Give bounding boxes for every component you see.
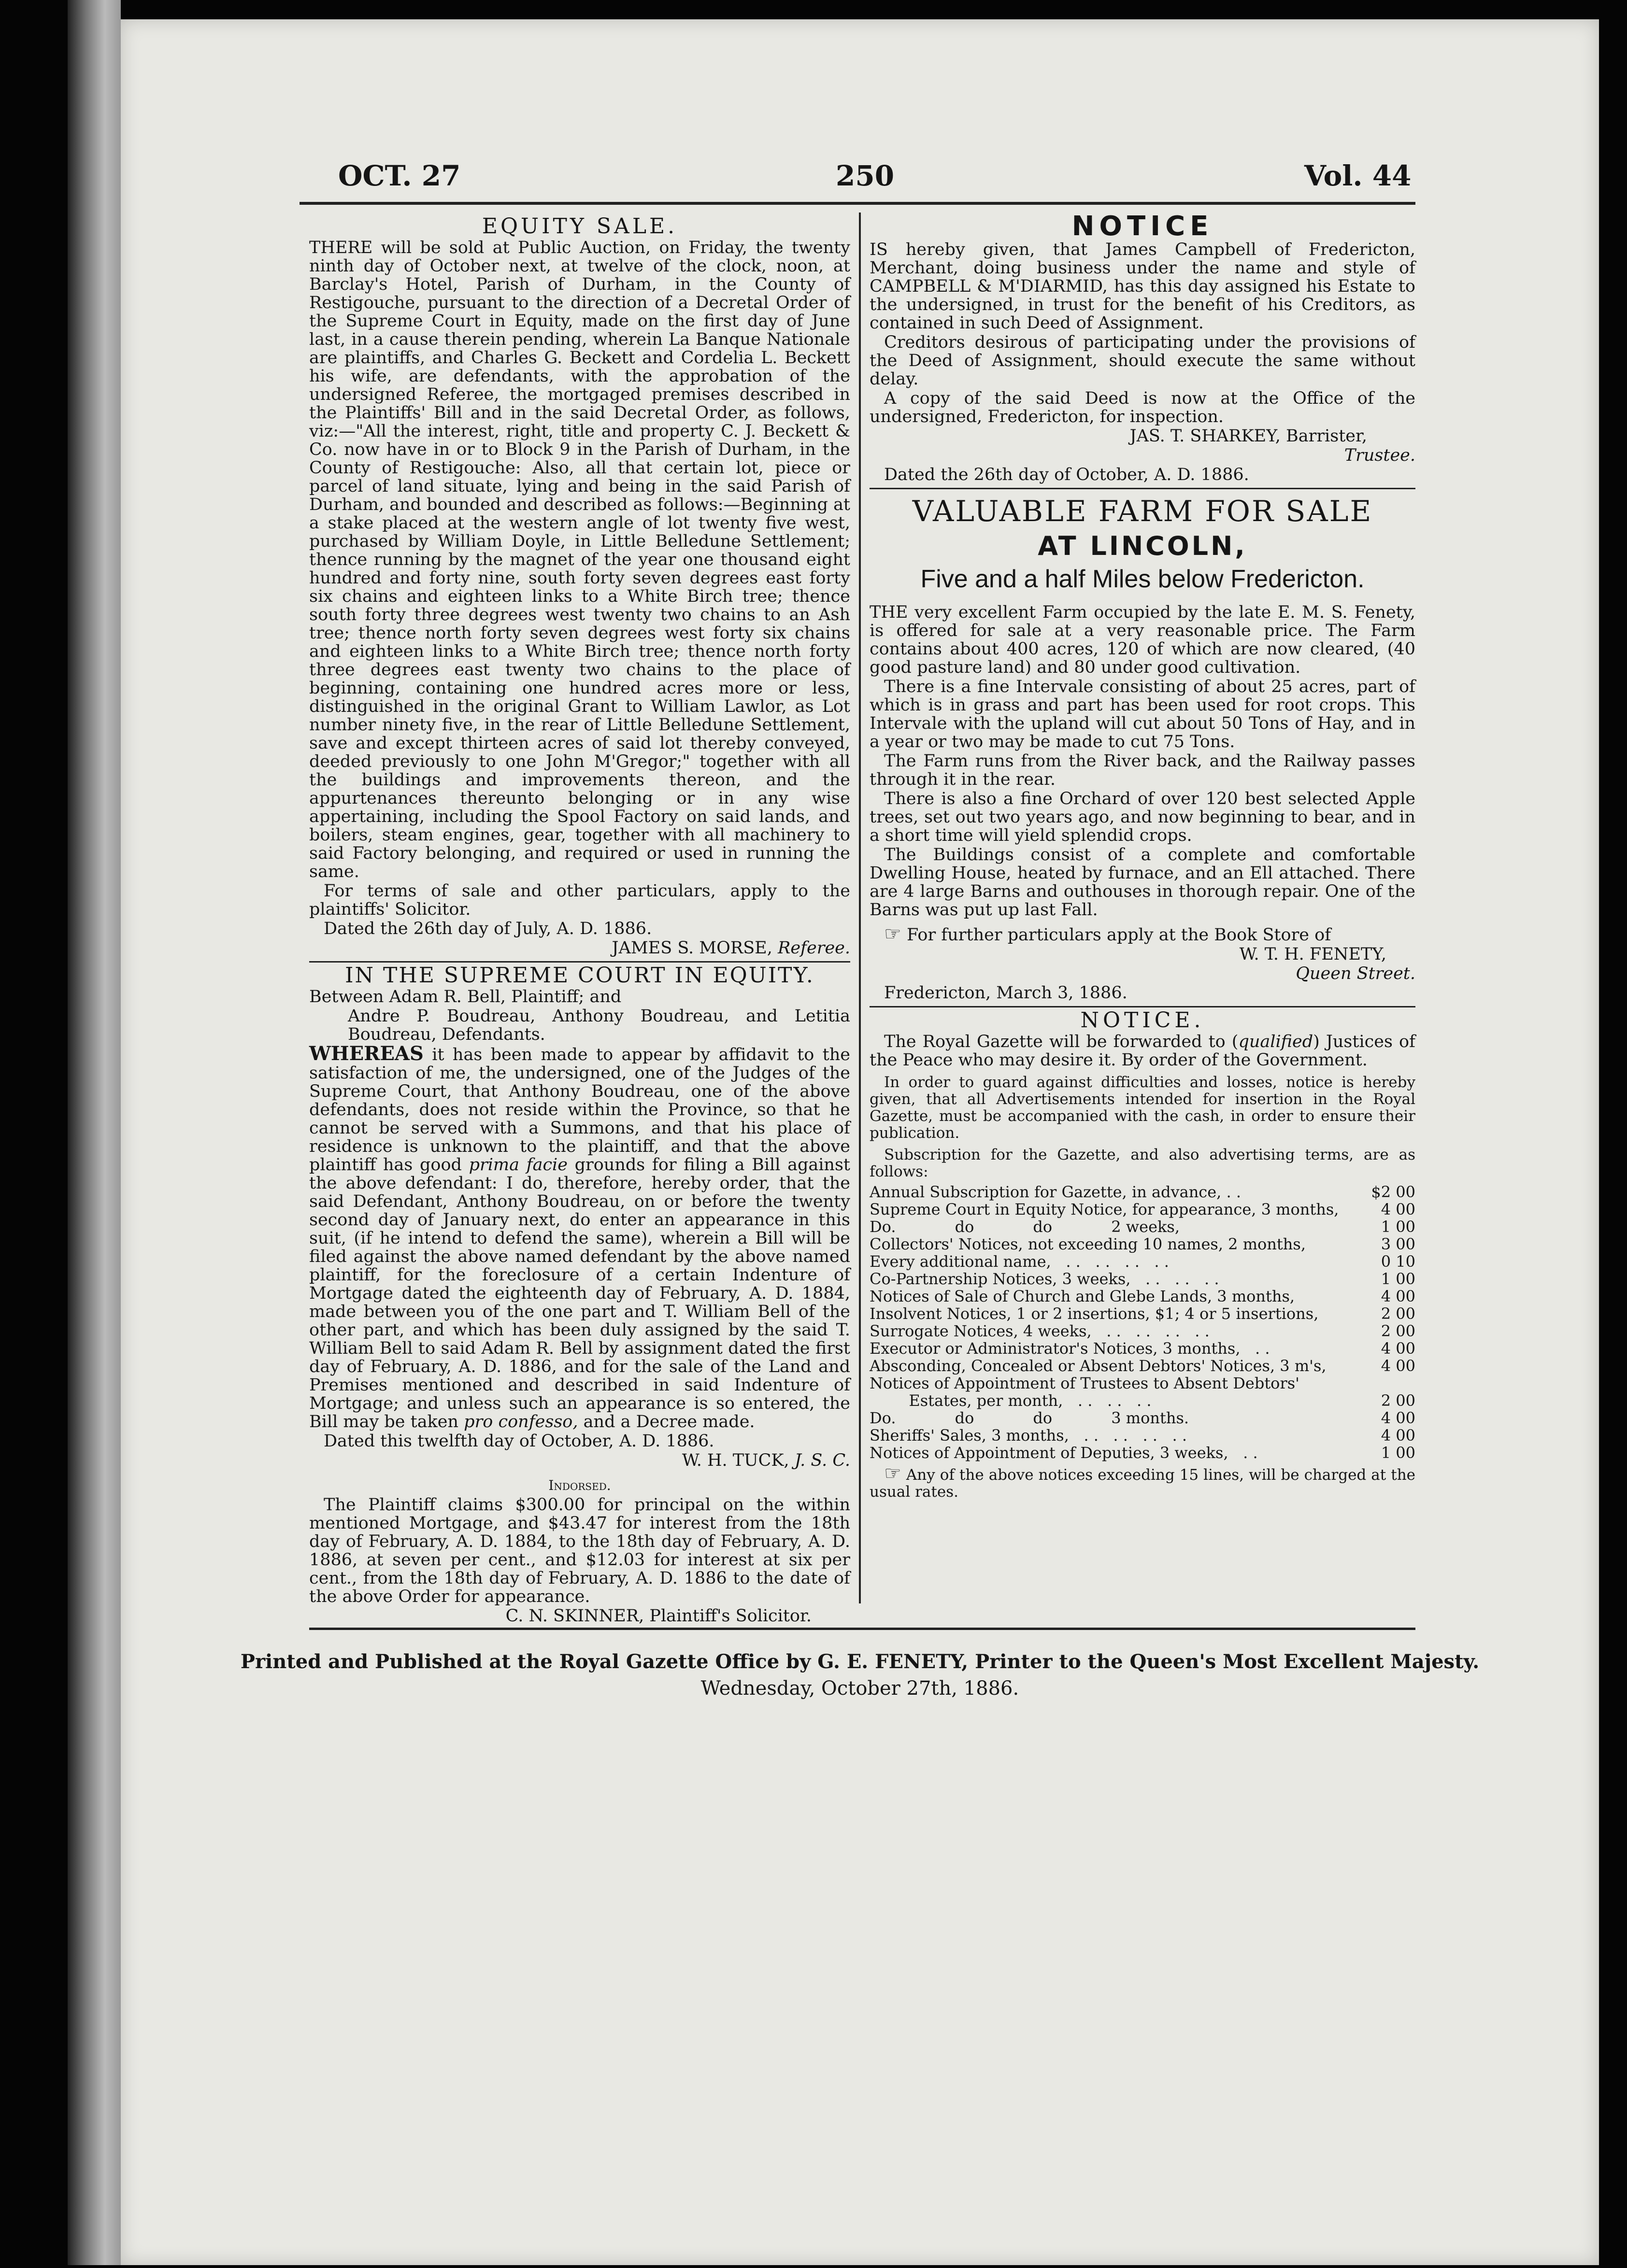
- notice-gazette-p1a: The Royal Gazette will be forwarded to (: [884, 1032, 1239, 1051]
- equity-sale-title: EQUITY SALE.: [482, 214, 678, 239]
- indorsed-body: The Plaintiff claims $300.00 for principal on the within mentioned Mortgage, and $43.47 for interest from the 18th day of February, A. D. 1884, to the 18th day of February, A. D. 1886, at seven per cent., and $12.03 for interest at six per cent., from the 18th day of February, A. D. 1886 to the date of the above Order for appearance.: [309, 1495, 850, 1606]
- notice-gazette-p1b: ) Justices of the Peace who may desire it. By order of the Government.: [870, 1032, 1415, 1070]
- issue-date: OCT. 27: [338, 159, 461, 192]
- rate-amount: 1 00: [1381, 1218, 1415, 1236]
- rate-row: [870, 1322, 1415, 1340]
- section-rule: [309, 961, 850, 963]
- supreme-court-body: [309, 1042, 850, 1432]
- farm-signature-place: [870, 964, 1415, 983]
- equity-sale-dated: Dated the 26th day of July, A. D. 1886.: [324, 919, 652, 938]
- header-rule: [300, 202, 1415, 205]
- supreme-court-title: IN THE SUPREME COURT IN EQUITY.: [345, 963, 814, 988]
- rate-row: [870, 1235, 1415, 1253]
- judge-name: W. H. TUCK,: [682, 1451, 789, 1470]
- rate-item: Executor or Administrator's Notices, 3 months, . .: [870, 1339, 1270, 1358]
- notice-campbell-title: NOTICE: [1071, 211, 1213, 242]
- rate-row: [870, 1253, 1415, 1270]
- footer-date-line: Wednesday, October 27th, 1886.: [700, 1677, 1019, 1700]
- rate-amount: 4 00: [1381, 1409, 1415, 1427]
- rate-amount: 2 00: [1381, 1322, 1415, 1340]
- notice-campbell-role: [870, 446, 1415, 465]
- rate-amount: $2 00: [1371, 1183, 1415, 1201]
- rate-item: Co-Partnership Notices, 3 weeks, . . . . . .: [870, 1270, 1219, 1288]
- queen-street: Queen Street.: [1296, 964, 1415, 983]
- farm-signature: W. T. H. FENETY,: [1239, 945, 1386, 964]
- rate-row: [870, 1427, 1415, 1444]
- rate-item: Estates, per month, . . . . . .: [870, 1391, 1152, 1410]
- left-column: [309, 214, 850, 1626]
- rate-item: Annual Subscription for Gazette, in advance, . .: [870, 1183, 1242, 1201]
- farm-apply: [870, 925, 1415, 944]
- supreme-court-parties-1: Between Adam R. Bell, Plaintiff; and: [309, 987, 622, 1006]
- notice-campbell-body-1: IS hereby given, that James Campbell of Fredericton, Merchant, doing business under the name and style of CAMPBELL & M'DIARMID, has this day assigned his Estate to the undersigned, in trust for the benefit of his Creditors, as contained in such Deed of Assignment.: [870, 240, 1415, 333]
- notice-gazette-p1: [870, 1033, 1415, 1069]
- rate-amount: 3 00: [1381, 1235, 1415, 1253]
- rate-row: [870, 1305, 1415, 1322]
- prima-facie-text: prima facie: [469, 1155, 568, 1175]
- rate-row: [870, 1183, 1415, 1201]
- rate-row: [870, 1375, 1415, 1392]
- farm-paragraph-3: The Farm runs from the River back, and the Railway passes through it in the rear.: [870, 751, 1415, 789]
- page-edge: [68, 0, 121, 2265]
- indorsed-signature: C. N. SKINNER, Plaintiff's Solicitor.: [505, 1606, 812, 1626]
- supreme-court-body-3: and a Decree made.: [583, 1412, 755, 1432]
- rate-item: Collectors' Notices, not exceeding 10 names, 2 months,: [870, 1235, 1306, 1253]
- rate-amount: 0 10: [1381, 1252, 1415, 1271]
- judge-role: J. S. C.: [794, 1451, 850, 1470]
- notice-campbell-dated: Dated the 26th day of October, A. D. 1886.: [884, 465, 1249, 484]
- rate-amount: [1343, 1375, 1415, 1392]
- rate-item: Sheriffs' Sales, 3 months, . . . . . . . .: [870, 1426, 1187, 1445]
- rate-item: Do. do do 3 months.: [870, 1409, 1189, 1427]
- farm-place: AT LINCOLN,: [1038, 531, 1247, 561]
- farm-apply-text: For further particulars apply at the Book Store of: [907, 925, 1331, 945]
- notice-campbell-body-3: A copy of the said Deed is now at the Office of the undersigned, Fredericton, for inspection.: [870, 389, 1415, 426]
- equity-sale-body: THERE will be sold at Public Auction, on Friday, the twenty ninth day of October next, at twelve of the clock, noon, at Barclay's Hotel, Parish of Durham, in the County of Restigouche, pursuant to the direction of a Decretal Order of the Supreme Court in Equity, made on the first day of June last, in a cause therein pending, wherein La Banque Nationale are plaintiffs, and Charles G. Beckett and Cordelia L. Beckett his wife, are defendants, with the approbation of the undersigned Referee, the mortgaged premises described in the Plaintiffs' Bill and in the said Decretal Order, as follows, viz:—"All the interest, right, title and property C. J. Beckett & Co. now have in or to Block 9 in the Parish of Durham, in the County of Restigouche: Also, all that certain lot, piece or parcel of land situate, lying and being in the said Parish of Durham, and bounded and described as follows:—Beginning at a stake placed at the western angle of lot twenty five west, purchased by William Doyle, in Little Belledune Settlement; thence running by the magnet of the year one thousand eight hundred and forty nine, south forty seven degrees east forty six chains and eighteen links to a White Birch tree; thence south forty three degrees west twenty two chains to an Ash tree; thence north forty seven degrees west forty six chains and eighteen links to a White Birch tree; thence north forty three degrees east twenty two chains to the place of beginning, containing one hundred acres more or less, distinguished in the original Grant to William Lawlor, as Lot number ninety five, in the rear of Little Belledune Settlement, save and except thirteen acres of said lot thereby conveyed, deeded previously to one John M'Gregor;" together with all the buildings and improvements thereon, and the appurtenances thereunto belonging or in any wise appertaining, including the Spool Factory on said lands, and boilers, steam engines, gear, together with all machinery to said Factory belonging, and required or used in running the same.: [309, 238, 850, 881]
- rates-table-body: [870, 1183, 1415, 1461]
- page-number: 250: [836, 159, 895, 192]
- footnote-text: Any of the above notices exceeding 15 lines, will be charged at the usual rates.: [870, 1466, 1416, 1501]
- rate-row: [870, 1218, 1415, 1235]
- equity-sale-terms: For terms of sale and other particulars, apply to the plaintiffs' Solicitor.: [309, 881, 850, 919]
- supreme-court-body-1: it has been made to appear by affidavit to the satisfaction of me, the undersigned, one of the Judges of the Supreme Court, that Anthony Boudreau, one of the above defendants, does not reside within the Province, so that he cannot be served with a Summons, and that his place of residence is unknown to the plaintiff, and that the above plaintiff has good: [309, 1045, 850, 1175]
- farm-paragraph-2: There is a fine Intervale consisting of about 25 acres, part of which is in grass and part has been used for root crops. This Intervale with the upland will cut about 50 Tons of Hay, and in a year or two may be made to cut 75 Tons.: [870, 677, 1415, 751]
- whereas-word: WHEREAS: [309, 1042, 424, 1065]
- rates-table: [870, 1183, 1415, 1461]
- rate-amount: 1 00: [1381, 1444, 1415, 1462]
- rate-item: Do. do do 2 weeks,: [870, 1218, 1180, 1236]
- rate-item: Every additional name, . . . . . . . .: [870, 1252, 1169, 1271]
- supreme-court-body-2: grounds for filing a Bill against the above defendant: I do, therefore, hereby order, that the said Defendant, Anthony Boudreau, on or before the twenty second day of January next, do enter an appearance in this suit, (if he intend to defend the same), wherein a Bill will be filed against the above named defendant by the above named plaintiff, for the foreclosure of a certain Indenture of Mortgage dated the eighteenth day of February, A. D. 1884, made between you of the one part and T. William Bell of the other part, and which has been duly assigned by the said T. William Bell to said Adam R. Bell by assignment dated the first day of February, A. D. 1886, and for the sale of the Land and Premises mentioned and described in said Indenture of Mortgage; and unless such an appearance is so entered, the Bill may be taken: [309, 1155, 850, 1432]
- rate-item: Absconding, Concealed or Absent Debtors' Notices, 3 m's,: [870, 1357, 1327, 1375]
- trustee-role: Trustee.: [1344, 446, 1415, 465]
- notice-campbell-body-2: Creditors desirous of participating under the provisions of the Deed of Assignment, should execute the same without delay.: [870, 333, 1415, 389]
- supreme-court-dated: Dated this twelfth day of October, A. D. 1886.: [324, 1432, 714, 1451]
- rate-amount: 1 00: [1381, 1270, 1415, 1288]
- rate-item: Notices of Appointment of Trustees to Absent Debtors': [870, 1374, 1299, 1392]
- rate-row: [870, 1288, 1415, 1305]
- rate-row: [870, 1201, 1415, 1218]
- rate-amount: 2 00: [1381, 1391, 1415, 1410]
- farm-title: VALUABLE FARM FOR SALE: [912, 495, 1373, 528]
- notice-campbell-signature: JAS. T. SHARKEY, Barrister,: [1129, 426, 1367, 446]
- section-rule: [870, 488, 1415, 489]
- notice-gazette-p3: Subscription for the Gazette, and also advertising terms, are as follows:: [870, 1146, 1415, 1180]
- rate-row: [870, 1270, 1415, 1288]
- rate-amount: 4 00: [1381, 1426, 1415, 1445]
- volume-number: Vol. 44: [1304, 159, 1412, 192]
- rate-item: Insolvent Notices, 1 or 2 insertions, $1; 4 or 5 insertions,: [870, 1304, 1319, 1323]
- farm-distance: Five and a half Miles below Fredericton.: [920, 565, 1365, 593]
- supreme-court-signature: [309, 1451, 850, 1470]
- indorsed-title: Indorsed.: [548, 1477, 611, 1493]
- referee-role: Referee.: [777, 938, 850, 958]
- right-column: [870, 211, 1416, 1502]
- pointing-hand-icon: ☞: [884, 1462, 901, 1485]
- rate-row: [870, 1392, 1415, 1409]
- rate-item: Notices of Sale of Church and Glebe Lands, 3 months,: [870, 1287, 1295, 1305]
- farm-paragraph-5: The Buildings consist of a complete and comfortable Dwelling House, heated by furnace, and an Ell attached. There are 4 large Barns and outhouses in thorough repair. One of the Barns was put up last Fall.: [870, 845, 1415, 920]
- section-rule: [870, 1006, 1415, 1007]
- rate-amount: 4 00: [1381, 1200, 1415, 1219]
- rate-amount: 4 00: [1381, 1339, 1415, 1358]
- pointing-hand-icon: ☞: [884, 923, 901, 945]
- footer-printer-line: Printed and Published at the Royal Gazette Office by G. E. FENETY, Printer to the Queen's Most Excellent Majesty.: [240, 1650, 1480, 1673]
- notice-gazette-footnote: [870, 1462, 1416, 1501]
- referee-name: JAMES S. MORSE,: [612, 938, 772, 958]
- pro-confesso-text: pro confesso,: [464, 1412, 578, 1432]
- rate-row: [870, 1444, 1415, 1461]
- rate-row: [870, 1357, 1415, 1375]
- rate-amount: 4 00: [1381, 1357, 1415, 1375]
- farm-paragraph-1: THE very excellent Farm occupied by the late E. M. S. Fenety, is offered for sale at a very reasonable price. The Farm contains about 400 acres, 120 of which are now cleared, (40 good pasture land) and 80 under good cultivation.: [870, 603, 1415, 677]
- notice-gazette-p2: In order to guard against difficulties and losses, notice is hereby given, that all Advertisements intended for insertion in the Royal Gazette, must be accompanied with the cash, in order to ensure their publication.: [870, 1074, 1415, 1142]
- notice-gazette-title: NOTICE.: [1080, 1008, 1205, 1033]
- supreme-court-parties-2: Andre P. Boudreau, Anthony Boudreau, and Letitia Boudreau, Defendants.: [348, 1006, 850, 1044]
- column-divider: [859, 213, 861, 1603]
- rate-row: [870, 1409, 1415, 1427]
- rate-amount: 4 00: [1381, 1287, 1415, 1305]
- footer-rule: [309, 1628, 1415, 1630]
- farm-paragraph-4: There is also a fine Orchard of over 120 best selected Apple trees, set out two years ago, and now beginning to bear, and in a short time will yield splendid crops.: [870, 789, 1415, 845]
- rate-item: Surrogate Notices, 4 weeks, . . . . . . . .: [870, 1322, 1210, 1340]
- rate-amount: 2 00: [1381, 1304, 1415, 1323]
- qualified-text: qualified: [1238, 1032, 1313, 1051]
- rate-item: Notices of Appointment of Deputies, 3 weeks, . .: [870, 1444, 1258, 1462]
- farm-dated: Fredericton, March 3, 1886.: [884, 983, 1127, 1003]
- rate-row: [870, 1340, 1415, 1357]
- equity-sale-signature: [309, 939, 850, 957]
- rate-item: Supreme Court in Equity Notice, for appearance, 3 months,: [870, 1200, 1339, 1219]
